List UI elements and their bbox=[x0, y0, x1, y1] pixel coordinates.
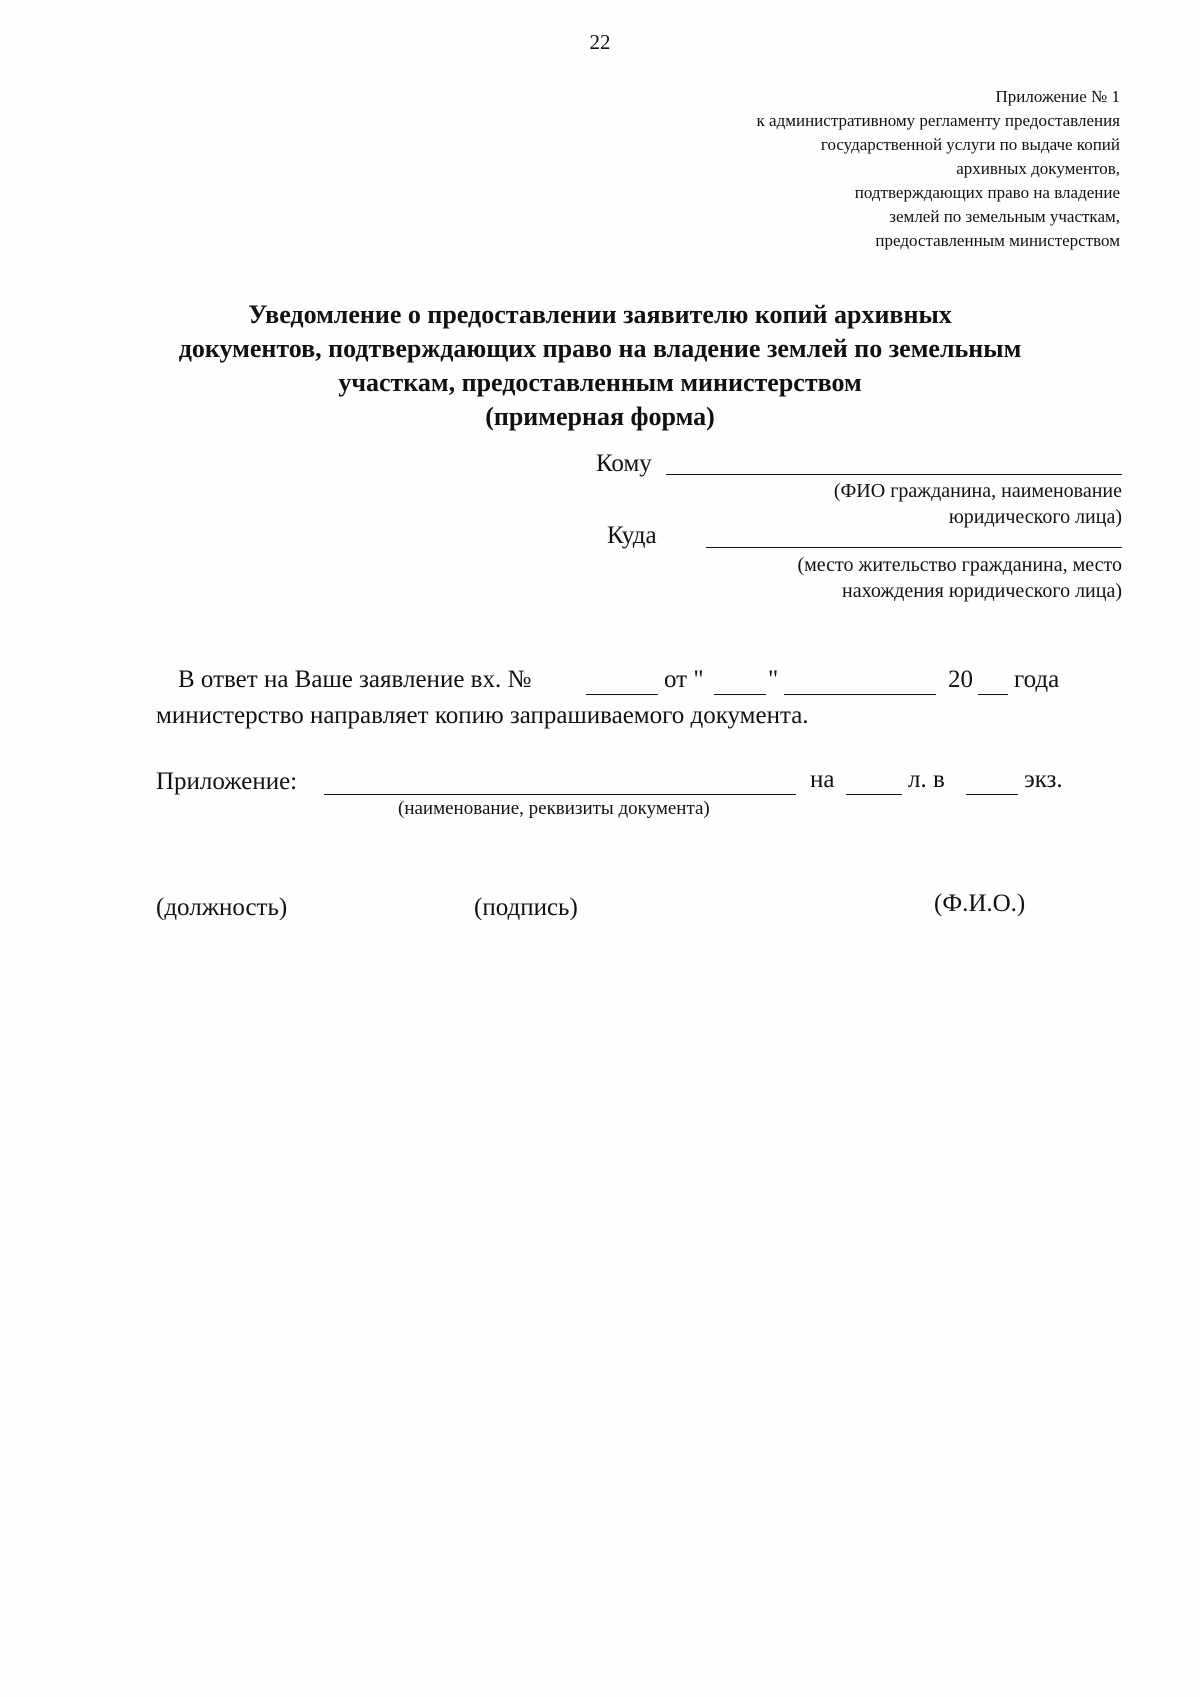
document-title bbox=[0, 298, 1200, 434]
to-field-line[interactable] bbox=[666, 474, 1122, 475]
where-field-line[interactable] bbox=[706, 547, 1122, 548]
approval-line: предоставленным министерством bbox=[875, 231, 1120, 250]
title-line: (примерная форма) bbox=[485, 402, 715, 431]
day-field[interactable] bbox=[714, 694, 766, 695]
body-text-reply: В ответ на Ваше заявление вх. № bbox=[178, 666, 532, 693]
title-line: Уведомление о предоставлении заявителю копий архивных bbox=[248, 300, 952, 329]
body-text-ministry: министерство направляет копию запрашиваемого документа. bbox=[156, 702, 809, 729]
approval-line: к административному регламенту предоставления bbox=[756, 111, 1120, 130]
month-field[interactable] bbox=[784, 694, 936, 695]
to-label: Кому bbox=[596, 450, 652, 477]
approval-line: землей по земельным участкам, bbox=[889, 207, 1120, 226]
signature-label: (подпись) bbox=[474, 894, 578, 921]
where-label: Куда bbox=[607, 522, 657, 549]
title-line: участкам, предоставленным министерством bbox=[338, 368, 862, 397]
name-label: (Ф.И.О.) bbox=[934, 890, 1026, 917]
to-caption: (ФИО гражданина, наименование юридического лица) bbox=[833, 480, 1122, 528]
body-text-from: от " bbox=[664, 666, 704, 693]
attachment-lv: л. в bbox=[908, 766, 945, 793]
incoming-number-field[interactable] bbox=[586, 694, 658, 695]
where-caption: (место жительство гражданина, место нахождения юридического лица) bbox=[797, 554, 1122, 602]
body-text-quote: " bbox=[768, 666, 779, 693]
year-field[interactable] bbox=[978, 694, 1008, 695]
title-line: документов, подтверждающих право на владение землей по земельным bbox=[178, 334, 1022, 363]
position-label: (должность) bbox=[156, 894, 288, 921]
attachment-label: Приложение: bbox=[156, 768, 298, 795]
copies-count-field[interactable] bbox=[966, 794, 1018, 795]
attachment-caption: (наименование, реквизиты документа) bbox=[398, 798, 710, 819]
page-number: 22 bbox=[589, 30, 611, 54]
approval-block bbox=[757, 85, 1120, 253]
attachment-na: на bbox=[810, 766, 835, 793]
body-text-year: года bbox=[1014, 666, 1060, 693]
attachment-name-field[interactable] bbox=[324, 794, 796, 795]
body-text-century: 20 bbox=[948, 666, 973, 693]
attachment-ekz: экз. bbox=[1024, 766, 1063, 793]
approval-line: государственной услуги по выдаче копий bbox=[820, 135, 1120, 154]
approval-line: архивных документов, bbox=[956, 159, 1120, 178]
approval-line: подтверждающих право на владение bbox=[854, 183, 1120, 202]
approval-line: Приложение № 1 bbox=[995, 87, 1120, 106]
sheets-count-field[interactable] bbox=[846, 794, 902, 795]
